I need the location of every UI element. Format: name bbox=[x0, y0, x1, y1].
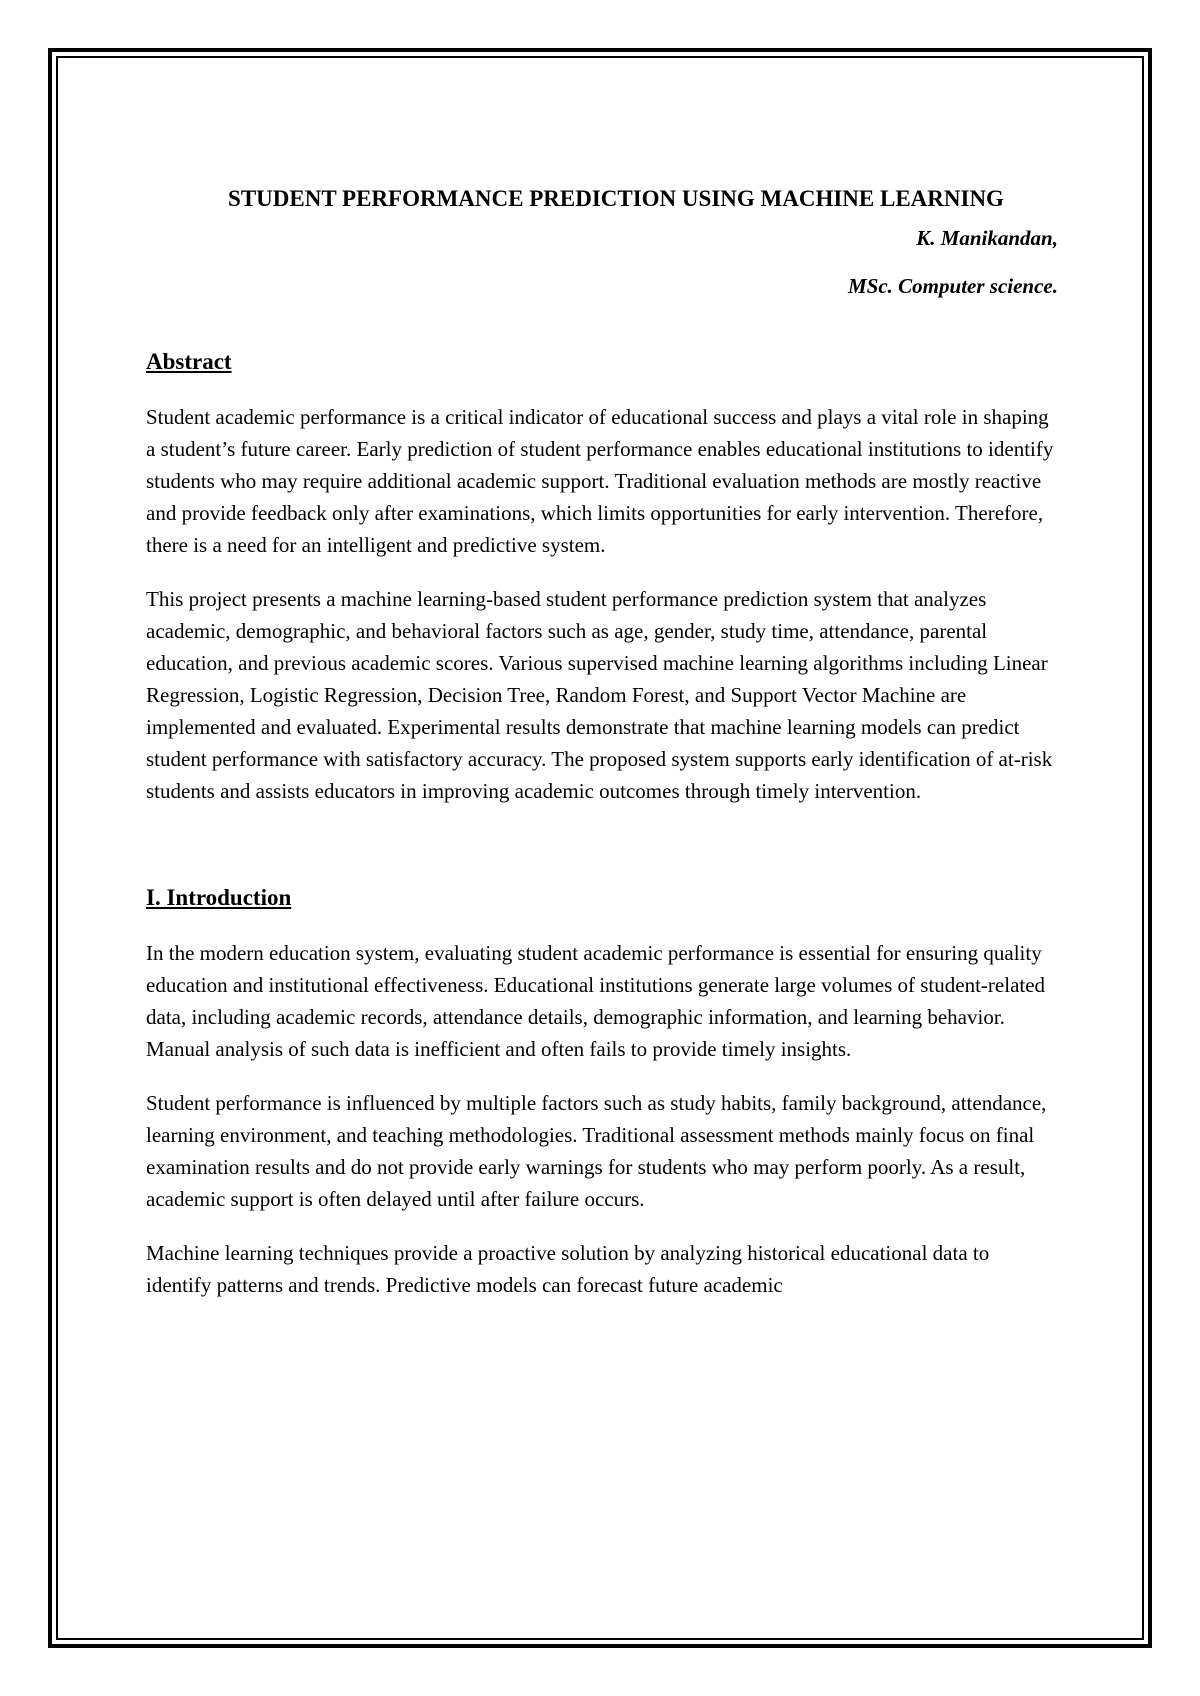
introduction-paragraph-1: In the modern education system, evaluating student academic performance is essential for ensuring quality education and institutional effectiveness. Educational institutions generate large volumes of student-related data, including academic records, attendance details, demographic information, and learning behavior. Manual analysis of such data is inefficient and often fails to provide timely insights. bbox=[146, 941, 1046, 1061]
paper-title: STUDENT PERFORMANCE PREDICTION USING MACHINE LEARNING bbox=[228, 186, 1004, 211]
author-affiliation: MSc. Computer science. bbox=[848, 274, 1058, 298]
abstract-paragraph-1: Student academic performance is a critical indicator of educational success and plays a vital role in shaping a student’s future career. Early prediction of student performance enables educational institutions to identify students who may require additional academic support. Traditional evaluation methods are mostly reactive and provide feedback only after examinations, which limits opportunities for early intervention. Therefore, there is a need for an intelligent and predictive system. bbox=[146, 405, 1054, 557]
document-body bbox=[146, 180, 1058, 1301]
author-name: K. Manikandan, bbox=[916, 226, 1058, 250]
introduction-heading: I. Introduction bbox=[146, 885, 292, 910]
abstract-heading: Abstract bbox=[146, 349, 232, 374]
abstract-paragraph-2: This project presents a machine learning-based student performance prediction system that analyzes academic, demographic, and behavioral factors such as age, gender, study time, attendance, parental education, and previous academic scores. Various supervised machine learning algorithms including Linear Regression, Logistic Regression, Decision Tree, Random Forest, and Support Vector Machine are implemented and evaluated. Experimental results demonstrate that machine learning models can predict student performance with satisfactory accuracy. The proposed system supports early identification of at-risk students and assists educators in improving academic outcomes through timely intervention. bbox=[146, 587, 1053, 803]
introduction-paragraph-3: Machine learning techniques provide a proactive solution by analyzing historical educational data to identify patterns and trends. Predictive models can forecast future academic bbox=[146, 1241, 990, 1297]
introduction-paragraph-2: Student performance is influenced by multiple factors such as study habits, family background, attendance, learning environment, and teaching methodologies. Traditional assessment methods mainly focus on final examination results and do not provide early warnings for students who may perform poorly. As a result, academic support is often delayed until after failure occurs. bbox=[146, 1091, 1047, 1211]
